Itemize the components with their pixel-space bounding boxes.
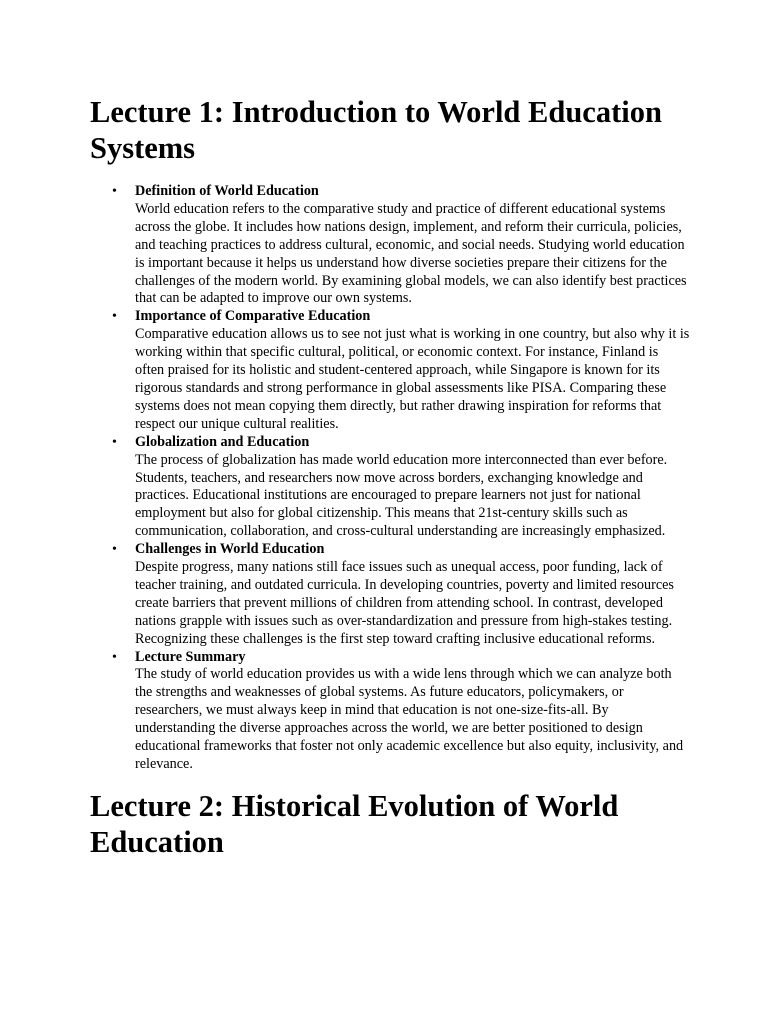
bullet-icon: • [112,309,117,325]
section-body: Comparative education allows us to see not just what is working in one country, but also why it is working within that specific cultural, political, or economic context. For instance, Finland is often praised for its holistic and student-centered approach, while Singapore is known for its rigorous standards and strong performance in global assessments like PISA. Comparing these systems does not mean copying them directly, but rather drawing inspiration for reforms that respect our unique cultural realities. [135,326,690,432]
section-title: Importance of Comparative Education [135,308,371,325]
list-item [112,433,690,541]
lecture-2-heading: Lecture 2: Historical Evolution of World Education [90,788,619,859]
bullet-icon: • [112,184,117,199]
list-item [112,183,690,308]
section-body: World education refers to the comparative study and practice of different educational systems across the globe. It includes how nations design, implement, and reform their curricula, policies, and teaching practices to address cultural, economic, and social needs. Studying world education is important because it helps us understand how diverse societies prepare their citizens for the challenges of the modern world. By examining global models, we can also identify best practices that can be adapted to improve our own systems. [135,200,687,307]
lecture-1-section-list [90,183,690,774]
section-title: Challenges in World Education [135,541,325,558]
lecture-1-heading: Lecture 1: Introduction to World Education Systems [90,95,662,165]
list-item [112,541,690,648]
bullet-icon: • [112,649,117,665]
bullet-icon: • [112,434,117,450]
section-body: The process of globalization has made world education more interconnected than ever before. Students, teachers, and researchers now move across borders, exchanging knowledge and practices. Educational institutions are encouraged to prepare learners not just for national employment but also for global citizenship. This means that 21st-century skills such as communication, collaboration, and cross-cultural understanding are increasingly emphasized. [135,451,668,540]
bullet-icon: • [112,542,117,558]
list-item [112,308,690,433]
list-item [112,648,690,774]
section-body: Despite progress, many nations still face issues such as unequal access, poor funding, lack of teacher training, and outdated curricula. In developing countries, poverty and limited resources create barriers that prevent millions of children from attending school. In contrast, developed nations grapple with issues such as over-standardization and pressure from high-stakes testing. Recognizing these challenges is the first step toward crafting inclusive educational reforms. [135,559,674,647]
section-title: Globalization and Education [135,433,310,450]
section-body: The study of world education provides us with a wide lens through which we can analyze both the strengths and weaknesses of global systems. As future educators, policymakers, or researchers, we must always keep in mind that education is not one-size-fits-all. By understanding the diverse approaches across the world, we are better positioned to design educational frameworks that foster not only academic excellence but also equity, inclusivity, and relevance. [135,666,684,772]
section-title: Lecture Summary [135,648,246,665]
document-page [90,94,690,860]
section-title: Definition of World Education [135,183,319,199]
